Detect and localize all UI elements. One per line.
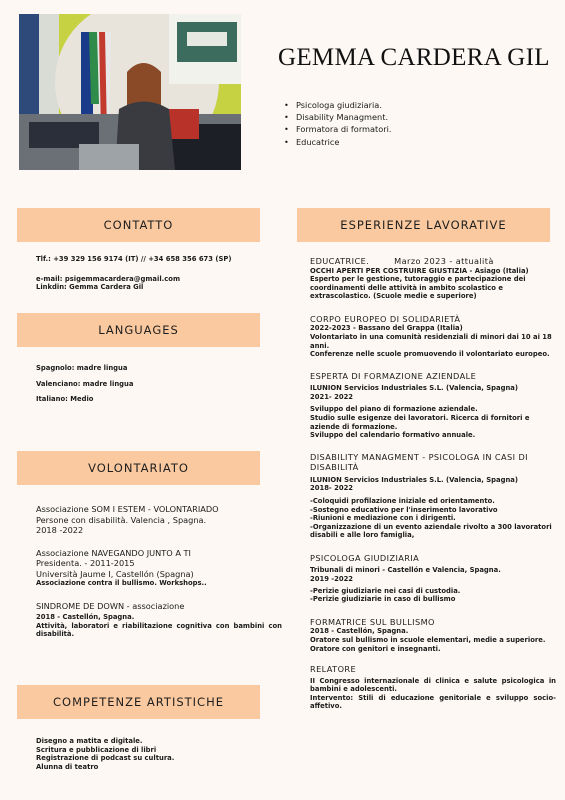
job-desc: Intervento: Stili di educazione genitoriale e sviluppo socio-affetivo. [310,693,556,711]
job-org: 2018 - Castellón, Spagna. [310,627,409,636]
job-desc: Volontariato in una comunità residenziali di minori dai 10 ai 18 anni. [310,332,552,350]
volunteer-line: Università Jaume I, Castellón (Spagna) [36,568,194,579]
artistic-item: Alunna di teatro [36,762,99,771]
job-years: 2021- 2022 [310,392,354,401]
artistic-block [36,737,266,771]
person-name: GEMMA CARDERA GIL [278,44,550,71]
job-title: PSICOLOGA GIUDIZIARIA [310,552,420,563]
language-item: Spagnolo: madre lingua [36,364,128,372]
job-desc: Sviluppo del calendario formativo annuale. [310,431,476,440]
volunteer-line: Presidenta. - 2011-2015 [36,558,135,568]
artistic-item: Registrazione di podcast su cultura. [36,754,175,763]
volunteer-note: Associazione contra il bullismo. Workshops.. [36,579,207,587]
job-item: -Organizzazione di un evento aziendale rivolto a 300 lavoratori disabili e alle loro famiglia, [310,522,552,540]
contact-block [36,255,276,292]
language-item: Valenciano: madre lingua [36,379,134,388]
volunteer-title: Associazione SOM I ESTEM - VOLONTARIADO [36,504,219,514]
volunteer-line: Persone con disabilità. Valencia , Spagna. [36,514,207,525]
job-org: 2022-2023 - Bassano del Grappa (Italia) [310,324,463,333]
job-org: ILUNION Servicios Industriales S.L. (Valencia, Spagna) [310,475,518,484]
job-desc: Studio sulle esigenze dei lavoratori. Ricerca di fornitori e aziende di formazione. [310,414,530,431]
job-title: ESPERTA DI FORMAZIONE AZIENDALE [310,370,477,381]
job-years: 2018- 2022 [310,484,354,493]
volunteer-title: SINDROME DE DOWN - associazione [36,600,185,611]
section-header-languages: LANGUAGES [17,313,260,347]
job-item: -Riunioni e mediazione con i dirigenti. [310,514,456,523]
section-header-volunteering: VOLONTARIATO [17,451,260,485]
role-item: • Psicologa giudiziaria. [284,99,392,111]
role-item: • Formatora di formatori. [284,123,392,135]
job-desc: II Congresso internazionale di clinica e salute psicologica in bambini e adolescenti. [310,676,556,694]
volunteer-date: 2018 - Castellón, Spagna. [36,613,135,622]
job-title: RELATORE [310,664,357,675]
job-org: ILUNION Servicios Industriales S.L. (Valencia, Spagna) [310,384,518,393]
job-desc: Oratore sul bullismo in scuole elementari, medie a superiore. Oratore con genitori e insegnanti. [310,635,546,653]
volunteer-desc: Attività, laboratori e riabilitazione cognitiva con bambini con disabilità. [36,621,282,639]
job-item: -Sostegno educativo per l'inserimento lavorativo [310,505,498,514]
contact-phone: Tlf.: +39 329 156 9174 (IT) // +34 658 356 673 (SP) [36,255,232,263]
job-title: FORMATRICE SUL BULLISMO [310,616,435,627]
role-item: • Educatrice [284,136,392,148]
section-header-experience: ESPERIENZE LAVORATIVE [297,208,550,242]
roles-list [284,99,392,148]
section-header-contact: CONTATTO [17,208,260,242]
job-title: DISABILITY MANAGMENT - PSICOLOGA IN CASI DI DISABILITÀ [310,451,528,473]
volunteer-line: 2018 -2022 [36,525,84,535]
job-item: -Perizie giudiziarie in caso di bullismo [310,595,456,604]
job-item: -Coloquidi profilazione iniziale ed orientamento. [310,497,495,505]
section-header-artistic: COMPETENZE ARTISTICHE [17,685,260,719]
artistic-item: Scritura e pubblicazione di libri [36,745,157,754]
job-title-row [310,256,556,267]
contact-email: e-mail: psigemmacardera@gmail.com [36,274,181,283]
job-title: EDUCATRICE. [310,256,370,266]
contact-linkedin: Linkdin: Gemma Cardera Gil [36,283,144,292]
languages-block [36,364,266,404]
job-title: CORPO EUROPEO DI SOLIDARIETÀ [310,313,461,324]
job-desc: Conferenze nelle scuole promuovendo il volontariato europeo. [310,350,550,359]
profile-photo [19,14,241,170]
volunteering-block [36,504,282,639]
job-org: Tribunali di minori - Castellón e Valencia, Spagna. [310,566,501,575]
job-desc: Esperto per le gestione, tutoraggio e partecipazione dei coordinamenti delle attività in ambito scolastico e extrascolastico. (Scuole medie e superiore) [310,275,526,301]
language-item: Italiano: Medio [36,395,94,404]
job-years: 2019 -2022 [310,575,354,584]
artistic-item: Disegno a matita e digitale. [36,737,143,745]
job-item: -Perizie giudiziarie nei casi di custodia. [310,586,461,595]
volunteer-title: Associazione NAVEGANDO JUNTO A TI [36,547,191,558]
experience-block [310,256,556,711]
job-org: OCCHI APERTI PER COSTRUIRE GIUSTIZIA - Asiago (Italia) [310,266,529,275]
job-desc: Sviluppo del piano di formazione aziendale. [310,405,478,414]
role-item: • Disability Managment. [284,111,392,123]
job-date: Marzo 2023 - attualità [394,256,494,266]
